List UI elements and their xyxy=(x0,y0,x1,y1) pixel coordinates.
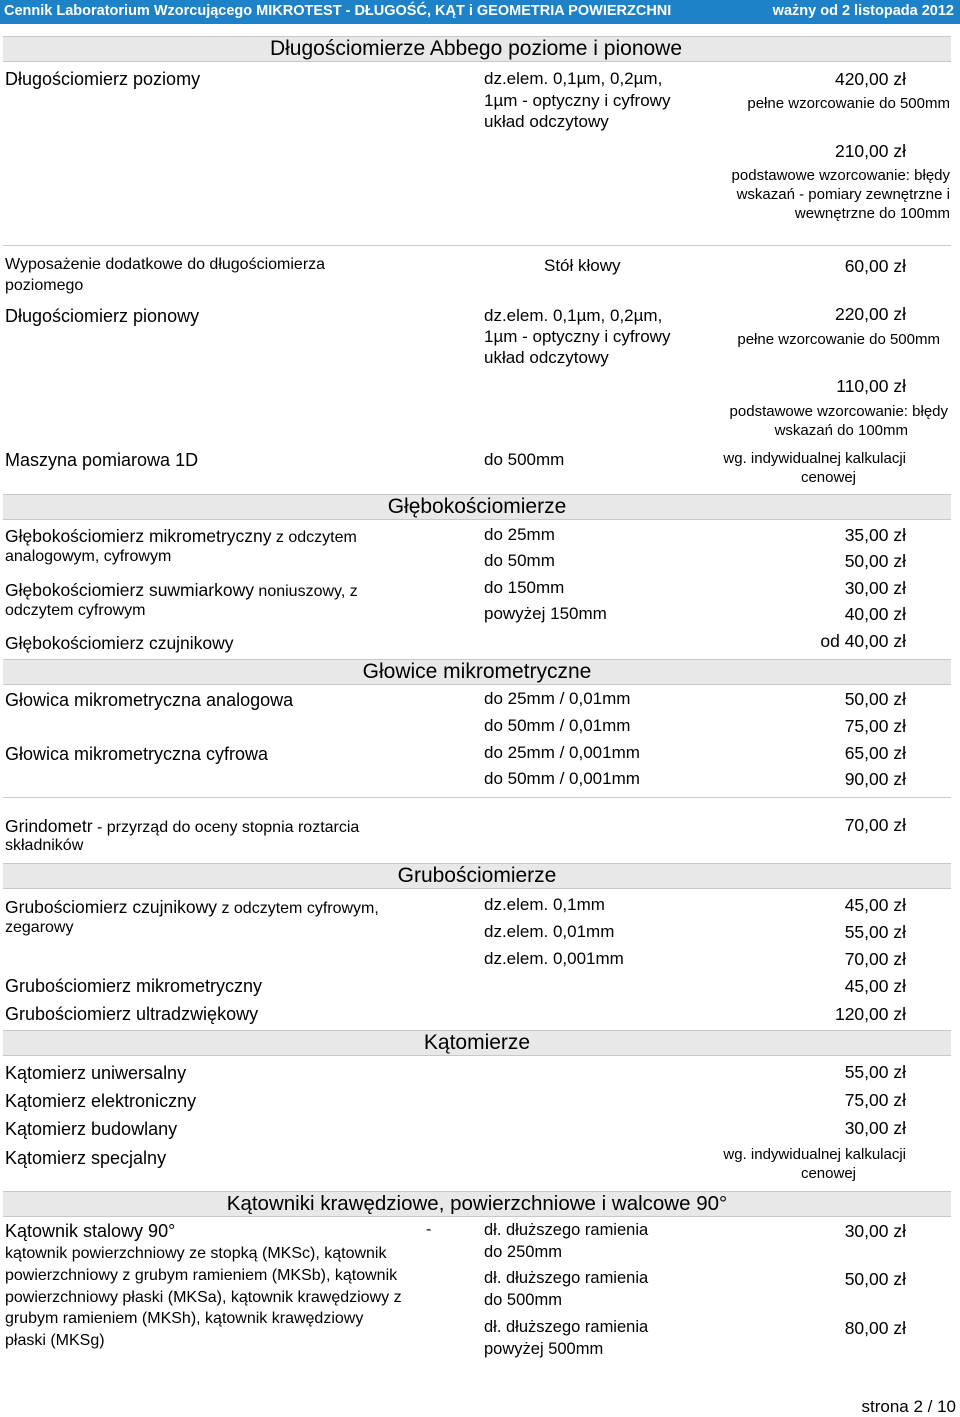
item-angle-building-name: Kątomierz budowlany xyxy=(5,1119,178,1139)
item-head-digital-range2: do 50mm / 0,001mm xyxy=(484,769,640,788)
item-thickness-dial-range2: dz.elem. 0,01mm xyxy=(484,922,615,941)
item-angle-electronic-name: Kątomierz elektroniczny xyxy=(5,1091,197,1111)
item-square-range1b: do 250mm xyxy=(484,1243,562,1261)
item-thickness-dial-line2: zegarowy xyxy=(5,919,74,936)
item-head-analog-range1: do 25mm / 0,01mm xyxy=(484,689,631,708)
item-thickness-micro-price: 45,00 zł xyxy=(844,976,906,996)
item-angle-electronic-price: 75,00 zł xyxy=(844,1090,906,1110)
item-horizontal-note1: pełne wzorcowanie do 500mm xyxy=(747,95,950,112)
item-depth-caliper-range2: powyżej 150mm xyxy=(484,604,607,623)
item-depth-caliper-price2: 40,00 zł xyxy=(844,604,906,624)
item-machine-desc: do 500mm xyxy=(484,450,565,469)
item-horizontal-note2c: wewnętrzne do 100mm xyxy=(794,205,950,222)
item-square-price1: 30,00 zł xyxy=(844,1221,906,1241)
item-vertical-desc1: dz.elem. 0,1µm, 0,2µm, xyxy=(484,306,663,325)
item-head-analog-price2: 75,00 zł xyxy=(844,716,906,736)
item-square-line2: powierzchniowy z grubym ramieniem (MKSb), kątownik xyxy=(5,1267,398,1284)
item-accessory-desc: Stół kłowy xyxy=(544,256,621,275)
item-thickness-dial-price3: 70,00 zł xyxy=(844,949,906,969)
section-squares-title: Kątowniki krawędziowe, powierzchniowe i walcowe 90° xyxy=(3,1191,951,1217)
section-thickness-title: Grubościomierze xyxy=(3,863,951,889)
header-valid-date: ważny od 2 listopada 2012 xyxy=(772,3,954,19)
item-square-range2b: do 500mm xyxy=(484,1291,562,1309)
item-depth-micro-price2: 50,00 zł xyxy=(844,551,906,571)
item-vertical-note2a: podstawowe wzorcowanie: błędy xyxy=(729,403,948,420)
item-vertical-note2b: wskazań do 100mm xyxy=(774,422,908,439)
item-thickness-dial-range1: dz.elem. 0,1mm xyxy=(484,895,605,914)
item-square-price3: 80,00 zł xyxy=(844,1318,906,1338)
item-machine-name: Maszyna pomiarowa 1D xyxy=(5,450,199,470)
item-vertical-desc2: 1µm - optyczny i cyfrowy xyxy=(484,327,671,346)
item-horizontal-desc1: dz.elem. 0,1µm, 0,2µm, xyxy=(484,69,663,88)
item-grindometer-price: 70,00 zł xyxy=(844,815,906,835)
item-depth-micro-price1: 35,00 zł xyxy=(844,525,906,545)
item-thickness-dial-name: Grubościomierz czujnikowy z odczytem cyfrowym, xyxy=(5,897,379,917)
item-square-name: Kątownik stalowy 90° xyxy=(5,1221,176,1241)
item-head-digital-price1: 65,00 zł xyxy=(844,743,906,763)
item-square-price2: 50,00 zł xyxy=(844,1269,906,1289)
item-horizontal-name: Długościomierz poziomy xyxy=(5,69,201,89)
item-angle-special-price2: cenowej xyxy=(800,1165,856,1182)
item-horizontal-note2b: wskazań - pomiary zewnętrzne i xyxy=(736,186,950,203)
item-angle-special-name: Kątomierz specjalny xyxy=(5,1148,167,1168)
item-machine-price1: wg. indywidualnej kalkulacji xyxy=(723,450,906,467)
item-square-range3a: dł. dłuższego ramienia xyxy=(484,1318,649,1336)
item-angle-universal-price: 55,00 zł xyxy=(844,1062,906,1082)
item-thickness-ultra-price: 120,00 zł xyxy=(834,1004,906,1024)
item-head-digital-name: Głowica mikrometryczna cyfrowa xyxy=(5,744,269,764)
item-thickness-dial-price1: 45,00 zł xyxy=(844,895,906,915)
item-horizontal-price1: 420,00 zł xyxy=(834,69,906,89)
item-depth-micro-name: Głębokościomierz mikrometryczny z odczytem xyxy=(5,526,357,546)
item-head-analog-name: Głowica mikrometryczna analogowa xyxy=(5,690,294,710)
item-vertical-name: Długościomierz pionowy xyxy=(5,306,200,326)
item-square-dash: - xyxy=(426,1221,432,1238)
item-square-line4: grubym ramieniem (MKSh), kątownik krawędziowy xyxy=(5,1310,364,1327)
item-grindometer-name: Grindometr - przyrząd do oceny stopnia roztarcia xyxy=(5,816,360,836)
item-horizontal-desc3: układ odczytowy xyxy=(484,112,609,131)
item-angle-special-price1: wg. indywidualnej kalkulacji xyxy=(723,1146,906,1163)
item-depth-caliper-price1: 30,00 zł xyxy=(844,578,906,598)
item-vertical-note1: pełne wzorcowanie do 500mm xyxy=(737,331,940,348)
item-depth-micro-range1: do 25mm xyxy=(484,525,555,544)
item-thickness-dial-range3: dz.elem. 0,001mm xyxy=(484,949,624,968)
item-thickness-ultra-name: Grubościomierz ultradzwiękowy xyxy=(5,1004,259,1024)
section-abbe-title: Długościomierze Abbego poziome i pionowe xyxy=(3,36,951,62)
item-horizontal-note2a: podstawowe wzorcowanie: błędy xyxy=(731,167,950,184)
item-horizontal-desc2: 1µm - optyczny i cyfrowy xyxy=(484,91,671,110)
item-head-analog-range2: do 50mm / 0,01mm xyxy=(484,716,631,735)
item-grindometer-line2: składników xyxy=(5,837,84,854)
section-heads-title: Głowice mikrometryczne xyxy=(3,659,951,685)
item-square-line3: powierzchniowy płaski (MKSa), kątownik krawędziowy z xyxy=(5,1289,402,1306)
item-depth-caliper-range1: do 150mm xyxy=(484,578,565,597)
item-depth-caliper-name: Głębokościomierz suwmiarkowy noniuszowy, z xyxy=(5,580,358,600)
item-head-digital-range1: do 25mm / 0,001mm xyxy=(484,743,640,762)
item-accessory-name1: Wyposażenie dodatkowe do długościomierza xyxy=(5,256,326,273)
item-depth-micro-range2: do 50mm xyxy=(484,551,555,570)
item-vertical-desc3: układ odczytowy xyxy=(484,348,609,367)
item-square-line1: kątownik powierzchniowy ze stopką (MKSc), kątownik xyxy=(5,1245,387,1262)
page-number: strona 2 / 10 xyxy=(861,1397,956,1416)
row-divider xyxy=(3,245,951,246)
item-head-digital-price2: 90,00 zł xyxy=(844,769,906,789)
item-head-analog-price1: 50,00 zł xyxy=(844,689,906,709)
item-depth-micro-line2: analogowym, cyfrowym xyxy=(5,548,172,565)
item-depth-caliper-line2: odczytem cyfrowym xyxy=(5,602,146,619)
item-vertical-price1: 220,00 zł xyxy=(834,304,906,324)
item-thickness-dial-price2: 55,00 zł xyxy=(844,922,906,942)
section-angles-title: Kątomierze xyxy=(3,1030,951,1056)
item-square-range2a: dł. dłuższego ramienia xyxy=(484,1269,649,1287)
item-accessory-name2: poziomego xyxy=(5,277,84,294)
item-square-line5: płaski (MKSg) xyxy=(5,1332,105,1349)
row-divider xyxy=(3,797,951,798)
item-vertical-price2: 110,00 zł xyxy=(836,376,906,396)
item-horizontal-price2: 210,00 zł xyxy=(834,141,906,161)
section-depth-title: Głębokościomierze xyxy=(3,494,951,520)
header-title: Cennik Laboratorium Wzorcującego MIKROTEST - DŁUGOŚĆ, KĄT i GEOMETRIA POWIERZCHNI xyxy=(4,3,672,19)
item-square-range1a: dł. dłuższego ramienia xyxy=(484,1221,649,1239)
item-depth-dial-name: Głębokościomierz czujnikowy xyxy=(5,633,234,653)
page-header xyxy=(0,0,960,24)
item-machine-price2: cenowej xyxy=(800,469,856,486)
item-angle-universal-name: Kątomierz uniwersalny xyxy=(5,1063,187,1083)
item-angle-building-price: 30,00 zł xyxy=(844,1118,906,1138)
item-accessory-price: 60,00 zł xyxy=(844,256,906,276)
item-square-range3b: powyżej 500mm xyxy=(484,1340,604,1358)
item-thickness-micro-name: Grubościomierz mikrometryczny xyxy=(5,976,263,996)
item-depth-dial-price: od 40,00 zł xyxy=(820,631,906,651)
